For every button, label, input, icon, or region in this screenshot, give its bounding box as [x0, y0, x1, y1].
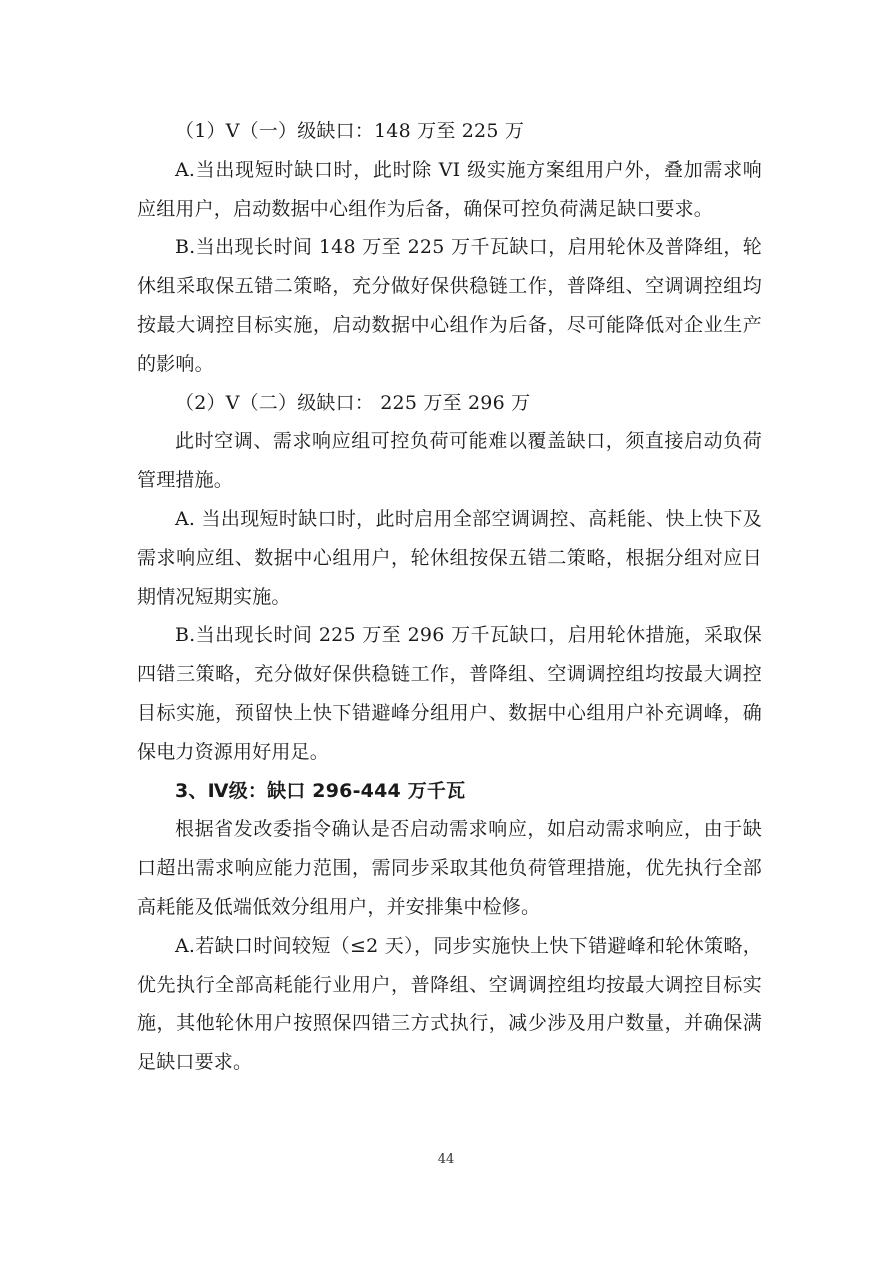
paragraph-v2-intro: 此时空调、需求响应组可控负荷可能难以覆盖缺口，须直接启动负荷管理措施。 — [137, 430, 762, 492]
paragraph-v2-a: A. 当出现短时缺口时，此时启用全部空调调控、高耗能、快上快下及需求响应组、数据中心组用户，轮休组按保五错二策略，根据分组对应日期情况短期实施。 — [137, 507, 762, 608]
paragraph-iv-intro: 根据省发改委指令确认是否启动需求响应，如启动需求响应，由于缺口超出需求响应能力范围，需同步采取其他负荷管理措施，优先执行全部高耗能及低端低效分组用户，并安排集中检修。 — [137, 818, 762, 918]
section-heading-v1: （1）V（一）级缺口：148 万至 225 万 — [175, 120, 525, 142]
paragraph-v1-b: B.当出现长时间 148 万至 225 万千瓦缺口，启用轮休及普降组，轮休组采取保五错二策略，充分做好保供稳链工作，普降组、空调调控组均按最大调控目标实施，启动数据中心组作为后备，尽可能降低对企业生产的影响。 — [137, 236, 762, 375]
section-heading-v2: （2）V（二）级缺口： 225 万至 296 万 — [175, 391, 531, 414]
paragraph-v2-b: B.当出现长时间 225 万至 296 万千瓦缺口，启用轮休措施，采取保四错三策略，充分做好保供稳链工作，普降组、空调调控组均按最大调控目标实施，预留快上快下错避峰分组用户、数据中心组用户补充调峰，确保电力资源用好用足。 — [137, 624, 762, 763]
paragraph-v1-a: A.当出现短时缺口时，此时除 VI 级实施方案组用户外，叠加需求响应组用户，启动数据中心组作为后备，确保可控负荷满足缺口要求。 — [137, 158, 762, 220]
section-heading-iv: 3、Ⅳ级：缺口 296-444 万千瓦 — [175, 779, 466, 802]
paragraph-iv-a: A.若缺口时间较短（≤2 天），同步实施快上快下错避峰和轮休策略，优先执行全部高耗能行业用户，普降组、空调调控组均按最大调控目标实施，其他轮休用户按照保四错三方式执行，减少涉及用户数量，并确保满足缺口要求。 — [137, 934, 762, 1074]
page-number: 44 — [437, 1152, 455, 1167]
document-body — [137, 112, 762, 1082]
